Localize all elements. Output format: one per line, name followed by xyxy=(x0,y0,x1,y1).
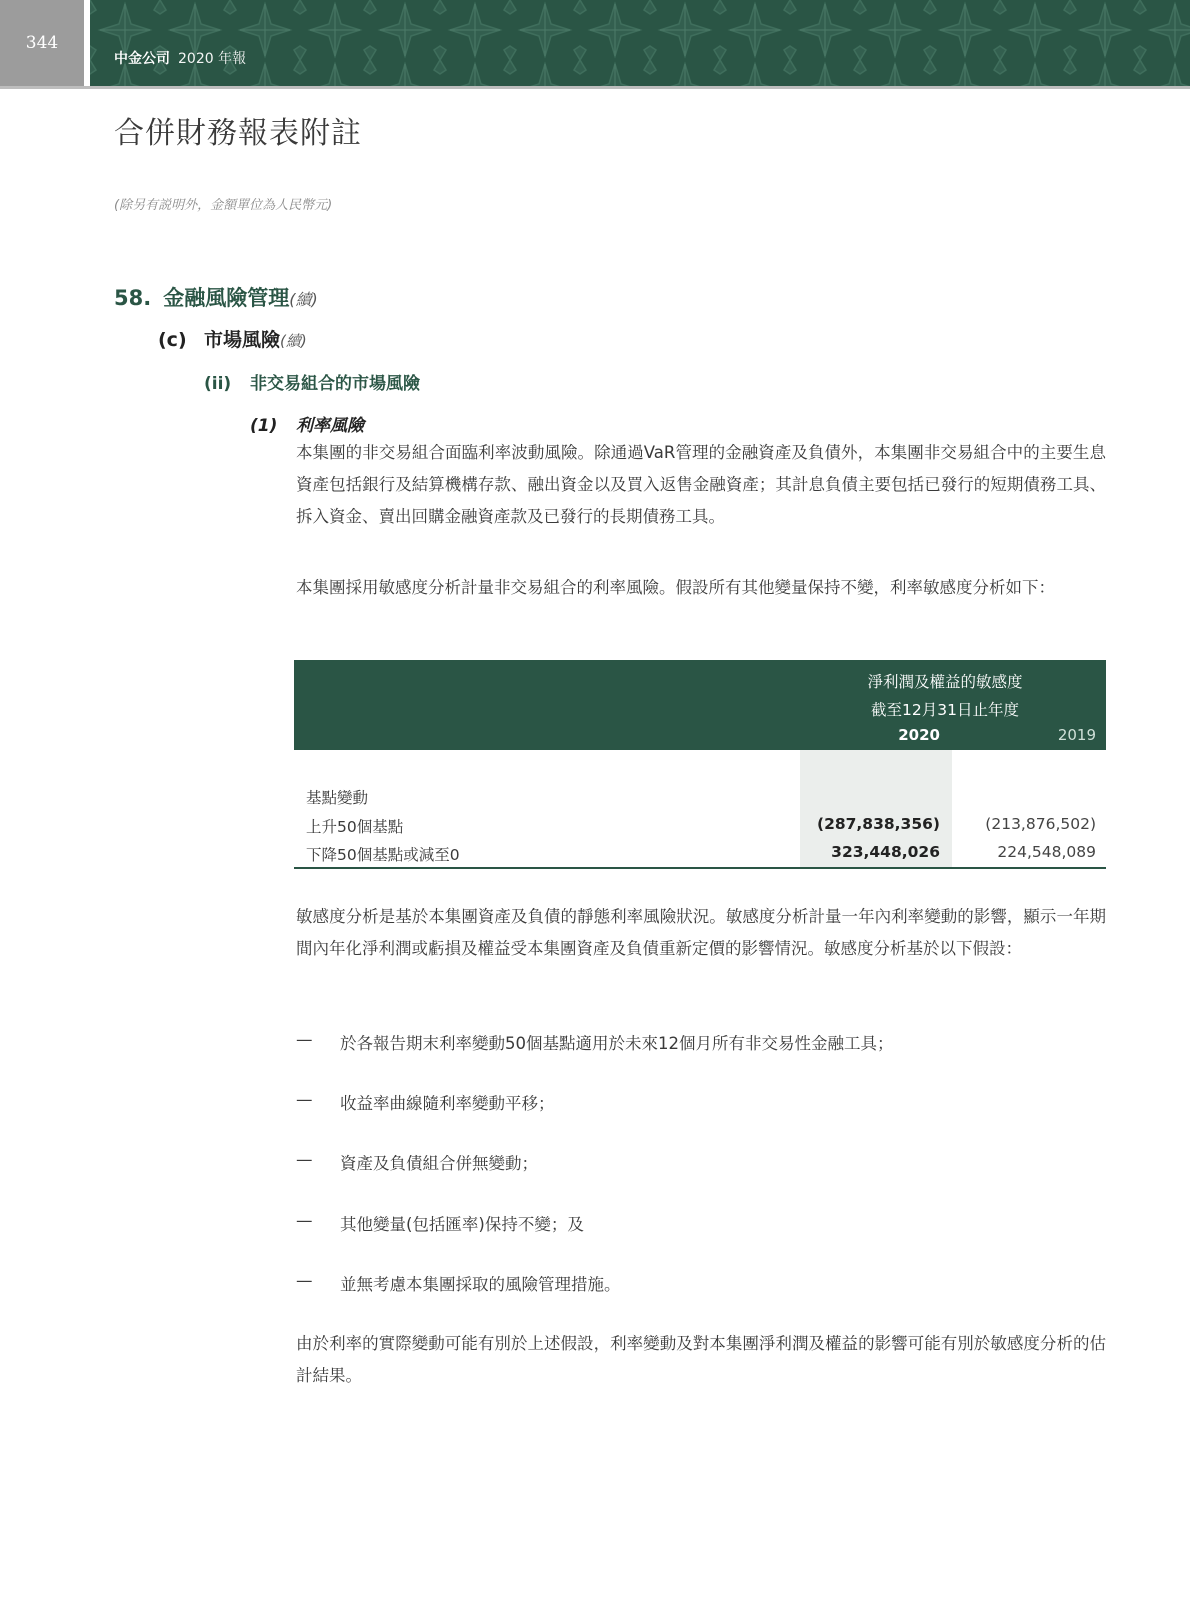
sensitivity-table xyxy=(294,660,1106,870)
section-title: 金融風險管理 xyxy=(163,286,290,310)
paragraph-method: 本集團採用敏感度分析計量非交易組合的利率風險。假設所有其他變量保持不變，利率敏感度分析如下： xyxy=(296,578,1055,597)
table-row xyxy=(294,815,1106,841)
assumption-text: 並無考慮本集團採取的風險管理措施。 xyxy=(340,1275,621,1294)
section-heading-58 xyxy=(114,282,318,312)
table-col-2019: 2019 xyxy=(1057,726,1096,744)
dash-icon: — xyxy=(296,1090,313,1109)
assumption-text: 於各報告期末利率變動50個基點適用於未來12個月所有非交易性金融工具； xyxy=(340,1034,894,1053)
paragraph-conclusion: 由於利率的實際變動可能有別於上述假設，利率變動及對本集團淨利潤及權益的影響可能有別於敏感度分析的估計結果。 xyxy=(296,1334,1106,1385)
table-cell-2020: 323,448,026 xyxy=(831,843,940,861)
section-number: 58. xyxy=(114,286,152,310)
currency-note: (除另有説明外，金額單位為人民幣元) xyxy=(114,198,333,213)
page-title: 合併財務報表附註 xyxy=(114,116,362,151)
table-header-period: 截至12月31日止年度 xyxy=(871,701,1019,719)
table-row-label: 上升50個基點 xyxy=(306,818,404,836)
subsection-title: 市場風險 xyxy=(204,329,281,351)
subsection-heading-c xyxy=(158,325,307,352)
subsection-heading-1 xyxy=(250,411,364,436)
header-report: 2020 年報 xyxy=(178,51,247,67)
assumption-text: 資產及負債組合併無變動； xyxy=(340,1154,538,1173)
table-group-label: 基點變動 xyxy=(306,789,369,807)
paragraph-intro: 本集團的非交易組合面臨利率波動風險。除通過VaR管理的金融資產及負債外，本集團非交易組合中的主要生息資產包括銀行及結算機構存款、融出資金以及買入返售金融資產；其計息負債主要包括已發行的短期債務工具、拆入資金、賣出回購金融資產款及已發行的長期債務工具。 xyxy=(296,443,1106,526)
header-pattern xyxy=(90,0,1190,86)
table-col-2020: 2020 xyxy=(898,726,940,744)
table-group-row xyxy=(294,786,1106,812)
section-continued: (續) xyxy=(289,290,318,309)
page-number xyxy=(0,0,84,86)
table-row xyxy=(294,843,1106,869)
table-cell-2020: (287,838,356) xyxy=(816,815,940,833)
paragraph-analysis: 敏感度分析是基於本集團資產及負債的靜態利率風險狀況。敏感度分析計量一年內利率變動的影響，顯示一年期間內年化淨利潤或虧損及權益受本集團資產及負債重新定價的影響情況。敏感度分析基於以下假設： xyxy=(296,907,1106,958)
dash-icon: — xyxy=(296,1211,313,1230)
subsection-1-title: 利率風險 xyxy=(296,416,364,436)
page-number-text: 344 xyxy=(25,33,59,53)
subsection-heading-ii xyxy=(204,369,420,394)
header-title xyxy=(114,48,246,68)
header-band xyxy=(90,0,1190,86)
assumption-text: 其他變量(包括匯率)保持不變；及 xyxy=(340,1215,584,1234)
table-cell-2019: (213,876,502) xyxy=(985,815,1096,833)
table-header xyxy=(294,660,1106,750)
dash-icon: — xyxy=(296,1150,313,1169)
table-row-label: 下降50個基點或減至0 xyxy=(306,846,460,864)
header-rule xyxy=(0,86,1190,89)
table-bottom-rule xyxy=(294,867,1106,869)
subsection-continued: (續) xyxy=(280,332,307,350)
subsection-number: (c) xyxy=(158,329,187,351)
assumption-text: 收益率曲線隨利率變動平移； xyxy=(340,1094,555,1113)
table-cell-2019: 224,548,089 xyxy=(997,843,1096,861)
table-header-title: 淨利潤及權益的敏感度 xyxy=(867,673,1023,691)
dash-icon: — xyxy=(296,1030,313,1049)
dash-icon: — xyxy=(296,1271,313,1290)
subsection-1-number: (1) xyxy=(250,416,278,436)
subsection-ii-title: 非交易組合的市場風險 xyxy=(250,374,420,394)
header-company: 中金公司 xyxy=(114,51,170,67)
subsection-ii-number: (ii) xyxy=(204,374,232,394)
